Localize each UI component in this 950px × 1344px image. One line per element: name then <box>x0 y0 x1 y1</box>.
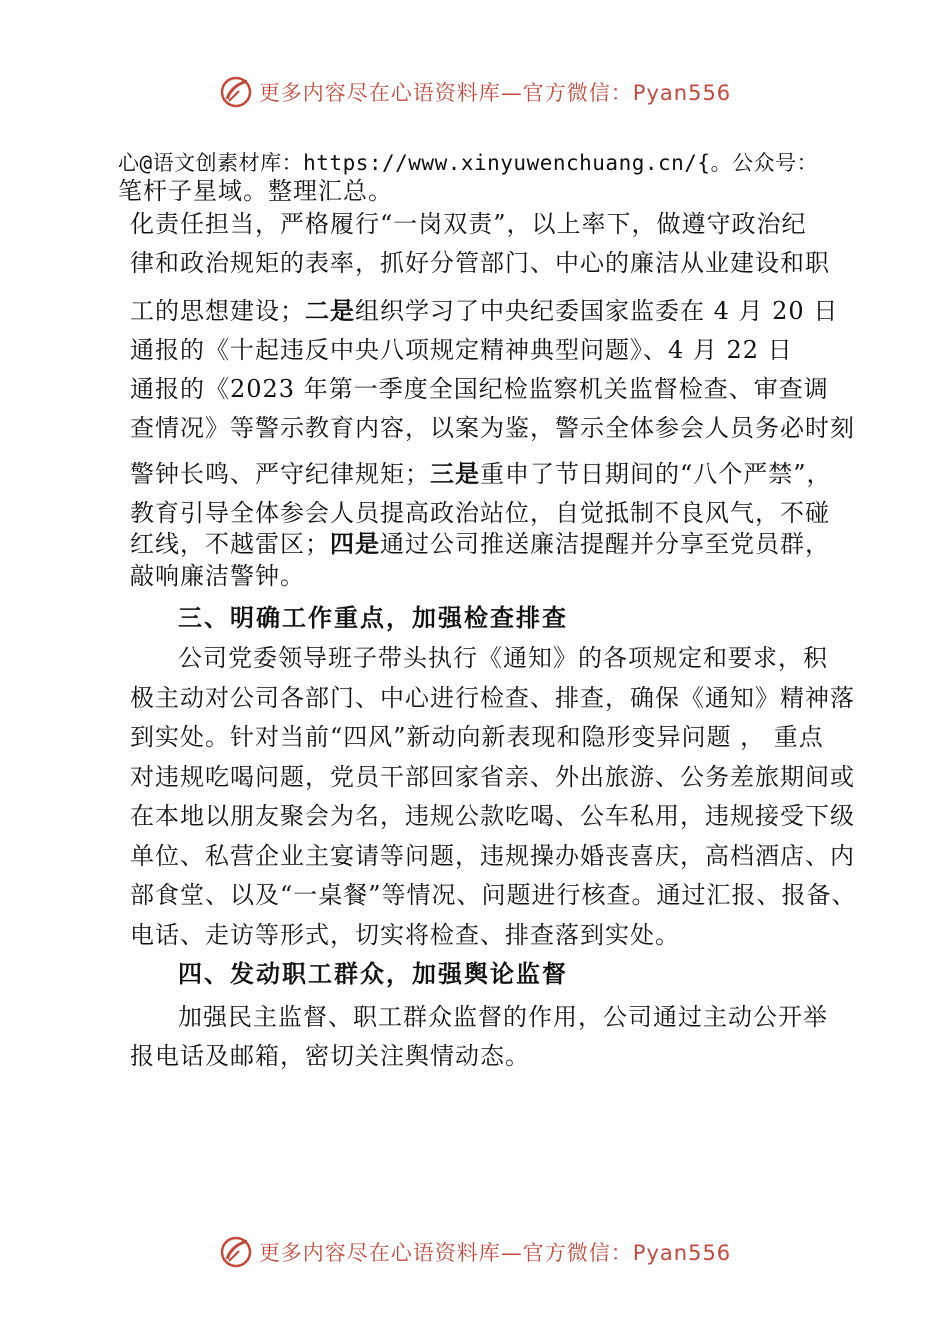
para1-line-7-c: 重申了节日期间的“八个严禁”， <box>480 460 832 488</box>
para1-line-2: 律和政治规矩的表率，抓好分管部门、中心的廉洁从业建设和职 <box>130 249 830 277</box>
section-3-line-8: 电话、走访等形式，切实将检查、排查落到实处。 <box>130 921 680 949</box>
brand-logo-icon <box>219 75 253 109</box>
section-3-line-2: 极主动对公司各部门、中心进行检查、排查，确保《通知》精神落 <box>130 684 855 712</box>
para1-line-8: 教育引导全体参会人员提高政治站位，自觉抵制不良风气，不碰 <box>130 499 830 527</box>
para1-line-3-c: 组织学习了中央纪委国家监委在 4 月 20 日 <box>355 297 839 325</box>
section-4-heading: 四、发动职工群众，加强舆论监督 <box>178 960 568 988</box>
section-3-line-5: 在本地以朋友聚会为名，违规公款吃喝、公车私用，违规接受下级 <box>130 802 855 830</box>
watermark-header <box>0 70 950 114</box>
para1-line-5: 通报的《2023 年第一季度全国纪检监察机关监督检查、审查调 <box>130 375 829 403</box>
section-3-line-7: 部食堂、以及“一桌餐”等情况、问题进行核查。通过汇报、报备、 <box>130 881 857 909</box>
para1-line-9-a: 红线，不越雷区； <box>130 530 330 558</box>
para1-line-10: 敲响廉洁警钟。 <box>130 562 305 590</box>
para1-line-3-a: 工的思想建设； <box>130 297 305 325</box>
para1-line-7-a: 警钟长鸣、严守纪律规矩； <box>130 460 430 488</box>
section-4-line-1: 加强民主监督、职工群众监督的作用，公司通过主动公开举 <box>178 1003 828 1031</box>
para1-line-6: 查情况》等警示教育内容，以案为鉴，警示全体参会人员务必时刻 <box>130 414 855 442</box>
section-3-line-1: 公司党委领导班子带头执行《通知》的各项规定和要求，积 <box>178 644 828 672</box>
brand-logo-icon <box>219 1235 253 1269</box>
point-three-label: 三是 <box>430 460 480 488</box>
section-3-line-3: 到实处。针对当前“四风”新动向新表现和隐形变异问题 ， 重点 <box>130 723 824 751</box>
para1-line-1: 化责任担当，严格履行“一岗双责”，以上率下，做遵守政治纪 <box>130 210 807 238</box>
section-3-heading: 三、明确工作重点，加强检查排查 <box>178 604 568 632</box>
section-3-line-4: 对违规吃喝问题，党员干部回家省亲、外出旅游、公务差旅期间或 <box>130 763 855 791</box>
para1-line-9-c: 通过公司推送廉洁提醒并分享至党员群， <box>380 530 830 558</box>
point-two-label: 二是 <box>305 297 355 325</box>
watermark-text: 更多内容尽在心语资料库—官方微信：Pyan556 <box>258 1241 732 1265</box>
section-4-line-2: 报电话及邮箱，密切关注舆情动态。 <box>130 1042 530 1070</box>
watermark-text: 更多内容尽在心语资料库—官方微信：Pyan556 <box>258 81 732 105</box>
source-line-2: 笔杆子星域。整理汇总。 <box>118 177 393 205</box>
para1-line-4: 通报的《十起违反中央八项规定精神典型问题》、4 月 22 日 <box>130 336 793 364</box>
point-four-label: 四是 <box>330 530 380 558</box>
source-line-1: 心@语文创素材库：https://www.xinyuwenchuang.cn/{。公众号： <box>118 151 819 175</box>
para1-line-7 <box>130 459 832 489</box>
watermark-footer <box>0 1230 950 1274</box>
para1-line-9 <box>130 529 830 559</box>
para1-line-3 <box>130 296 838 326</box>
section-3-line-6: 单位、私营企业主宴请等问题，违规操办婚丧喜庆，高档酒店、内 <box>130 842 855 870</box>
